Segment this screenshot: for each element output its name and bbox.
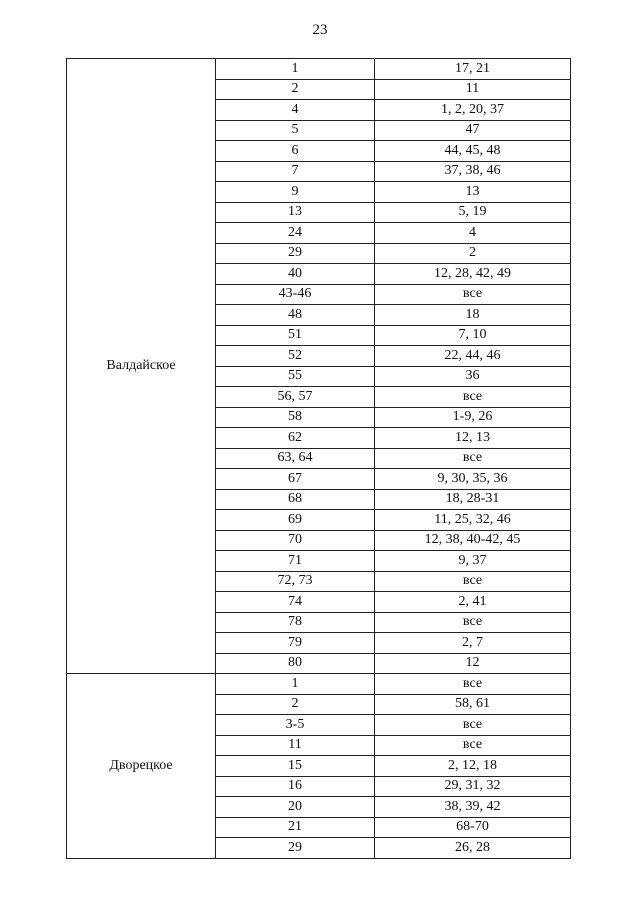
sections-cell: 68-70 — [375, 817, 571, 838]
quarter-number-cell: 29 — [216, 243, 375, 264]
sections-cell: 12 — [375, 653, 571, 674]
quarter-number-cell: 2 — [216, 79, 375, 100]
sections-cell: 11, 25, 32, 46 — [375, 510, 571, 531]
sections-cell: 2 — [375, 243, 571, 264]
sections-cell: 22, 44, 46 — [375, 346, 571, 367]
sections-cell: все — [375, 571, 571, 592]
quarter-number-cell: 62 — [216, 428, 375, 449]
quarter-number-cell: 68 — [216, 489, 375, 510]
quarter-number-cell: 20 — [216, 797, 375, 818]
sections-cell: 13 — [375, 182, 571, 203]
quarter-number-cell: 58 — [216, 407, 375, 428]
quarter-number-cell: 52 — [216, 346, 375, 367]
sections-cell: 26, 28 — [375, 838, 571, 859]
sections-cell: 4 — [375, 223, 571, 244]
quarter-number-cell: 78 — [216, 612, 375, 633]
quarter-number-cell: 67 — [216, 469, 375, 490]
sections-cell: 12, 13 — [375, 428, 571, 449]
sections-cell: 11 — [375, 79, 571, 100]
quarter-number-cell: 40 — [216, 264, 375, 285]
quarter-number-cell: 63, 64 — [216, 448, 375, 469]
quarter-number-cell: 69 — [216, 510, 375, 531]
quarter-number-cell: 70 — [216, 530, 375, 551]
quarter-number-cell: 11 — [216, 735, 375, 756]
quarter-number-cell: 9 — [216, 182, 375, 203]
quarter-number-cell: 55 — [216, 366, 375, 387]
quarter-number-cell: 21 — [216, 817, 375, 838]
sections-cell: 7, 10 — [375, 325, 571, 346]
sections-cell: все — [375, 735, 571, 756]
sections-cell: 12, 28, 42, 49 — [375, 264, 571, 285]
quarter-number-cell: 24 — [216, 223, 375, 244]
sections-cell: 2, 7 — [375, 633, 571, 654]
sections-cell: все — [375, 448, 571, 469]
sections-cell: все — [375, 612, 571, 633]
sections-cell: все — [375, 715, 571, 736]
quarter-number-cell: 7 — [216, 161, 375, 182]
quarter-number-cell: 2 — [216, 694, 375, 715]
sections-cell: 1, 2, 20, 37 — [375, 100, 571, 121]
sections-cell: 18, 28-31 — [375, 489, 571, 510]
quarter-number-cell: 16 — [216, 776, 375, 797]
table-row — [67, 59, 571, 80]
quarter-number-cell: 74 — [216, 592, 375, 613]
quarter-number-cell: 5 — [216, 120, 375, 141]
quarter-number-cell: 29 — [216, 838, 375, 859]
quarter-number-cell: 80 — [216, 653, 375, 674]
quarter-number-cell: 1 — [216, 674, 375, 695]
quarter-number-cell: 4 — [216, 100, 375, 121]
sections-cell: 2, 41 — [375, 592, 571, 613]
sections-cell: 12, 38, 40-42, 45 — [375, 530, 571, 551]
quarter-number-cell: 79 — [216, 633, 375, 654]
sections-cell: 1-9, 26 — [375, 407, 571, 428]
district-name-cell: Валдайское — [67, 59, 216, 674]
quarter-number-cell: 51 — [216, 325, 375, 346]
quarter-number-cell: 3-5 — [216, 715, 375, 736]
sections-cell: 37, 38, 46 — [375, 161, 571, 182]
page-number: 23 — [312, 22, 328, 38]
quarter-number-cell: 43-46 — [216, 284, 375, 305]
table-body — [67, 59, 571, 859]
quarter-number-cell: 48 — [216, 305, 375, 326]
sections-cell: 2, 12, 18 — [375, 756, 571, 777]
sections-cell: все — [375, 387, 571, 408]
sections-cell: 38, 39, 42 — [375, 797, 571, 818]
quarter-number-cell: 71 — [216, 551, 375, 572]
sections-cell: все — [375, 674, 571, 695]
sections-cell: 29, 31, 32 — [375, 776, 571, 797]
quarter-number-cell: 56, 57 — [216, 387, 375, 408]
quarter-number-cell: 6 — [216, 141, 375, 162]
table-row — [67, 674, 571, 695]
sections-cell: 18 — [375, 305, 571, 326]
forest-quarters-table — [66, 58, 571, 859]
sections-cell: все — [375, 284, 571, 305]
sections-cell: 9, 37 — [375, 551, 571, 572]
sections-cell: 58, 61 — [375, 694, 571, 715]
sections-cell: 36 — [375, 366, 571, 387]
sections-cell: 5, 19 — [375, 202, 571, 223]
sections-cell: 17, 21 — [375, 59, 571, 80]
district-name-cell: Дворецкое — [67, 674, 216, 859]
quarter-number-cell: 1 — [216, 59, 375, 80]
sections-cell: 9, 30, 35, 36 — [375, 469, 571, 490]
sections-cell: 47 — [375, 120, 571, 141]
quarter-number-cell: 13 — [216, 202, 375, 223]
quarter-number-cell: 72, 73 — [216, 571, 375, 592]
sections-cell: 44, 45, 48 — [375, 141, 571, 162]
quarter-number-cell: 15 — [216, 756, 375, 777]
